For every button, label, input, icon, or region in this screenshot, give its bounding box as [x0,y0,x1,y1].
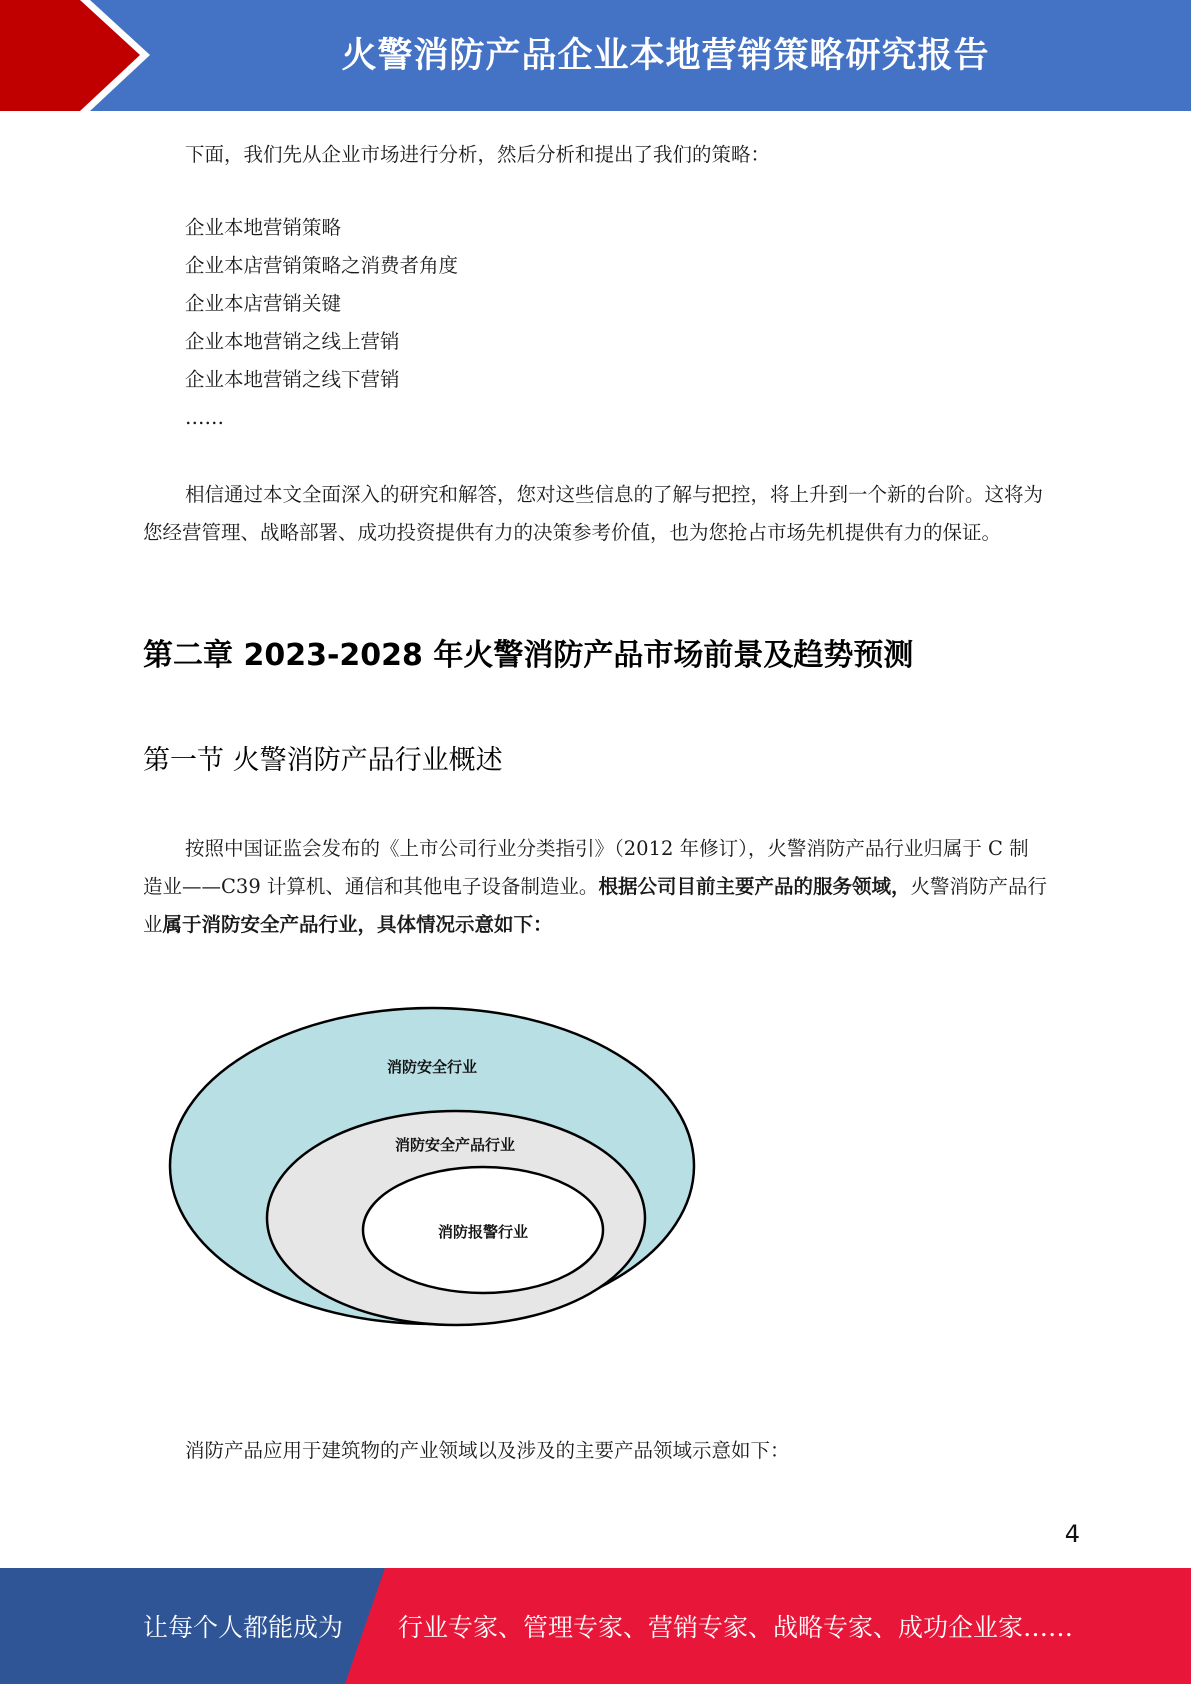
header-arrow-icon [0,0,150,111]
inner-label: 消防报警行业 [437,1223,529,1241]
footer-left-text: 让每个人都能成为 [143,1613,344,1642]
intro-lead: 下面，我们先从企业市场进行分析，然后分析和提出了我们的策略： [185,143,771,166]
list-item: 企业本地营销之线上营销 [185,330,400,353]
intro-lead-block [143,136,1048,174]
outer-label: 消防安全行业 [386,1058,478,1076]
header-title: 火警消防产品企业本地营销策略研究报告 [341,35,990,76]
classification-bold-2: 属于消防安全产品行业，具体情况示意如下： [162,913,553,936]
after-diagram-block [143,1432,1048,1470]
classification-block [143,830,1048,944]
classification-text-2: 火警消防产品行业 [143,875,1047,936]
classification-bold-1: 根据公司目前主要产品的服务领域， [598,875,911,898]
middle-label: 消防安全产品行业 [394,1136,516,1154]
page-footer [0,1568,1191,1684]
intro-closing-block [143,476,1048,552]
list-item: 企业本地营销之线下营销 [185,368,400,391]
footer-right-text: 行业专家、管理专家、营销专家、战略专家、成功企业家…… [398,1613,1074,1642]
page-header [0,0,1191,111]
chapter-title: 第二章 2023-2028 年火警消防产品市场前景及趋势预测 [143,638,914,673]
classification-text-1: 按照中国证监会发布的《上市公司行业分类指引》（2012 年修订），火警消防产品行业归属于 C 制造业——C39 计算机、通信和其他电子设备制造业。 [143,837,1029,898]
intro-closing: 相信通过本文全面深入的研究和解答，您对这些信息的了解与把控，将上升到一个新的台阶。这将为您经营管理、战略部署、成功投资提供有力的决策参考价值，也为您抢占市场先机提供有力的保证。 [143,483,1044,544]
industry-nesting-diagram [160,995,700,1340]
section-title: 第一节 火警消防产品行业概述 [143,745,503,776]
strategy-list [143,209,1048,437]
list-item: 企业本店营销关键 [185,292,342,315]
after-diagram-text: 消防产品应用于建筑物的产业领域以及涉及的主要产品领域示意如下： [185,1439,790,1462]
classification-paragraph [143,830,1048,944]
list-item: 企业本店营销策略之消费者角度 [185,254,459,277]
list-item: …… [185,406,224,429]
list-item: 企业本地营销策略 [185,216,342,239]
page-number: 4 [1064,1520,1080,1548]
